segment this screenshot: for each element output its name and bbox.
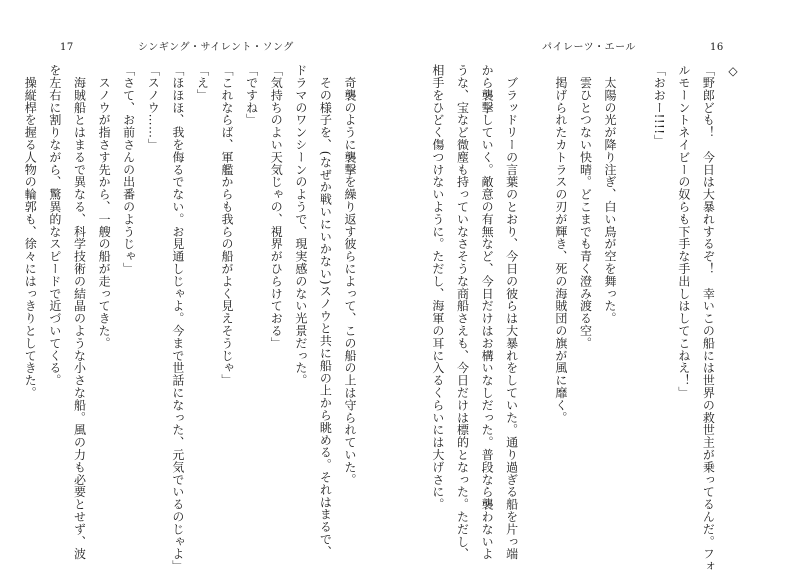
right-page-body bbox=[405, 64, 745, 572]
text-line: を左右に割りながら、驚異的なスピードで近づいてくる。 bbox=[47, 64, 62, 387]
text-line: 掲げられたカトラスの刃が輝き、死の海賊団の旗が風に靡く。 bbox=[553, 64, 568, 424]
text-line: 「気持ちのよい天気じゃの、視界がひらけておる」 bbox=[269, 64, 284, 350]
text-line: 「これならば、軍艦からも我らの船がよく見えそうじゃ」 bbox=[220, 64, 235, 387]
text-line: その様子を、(なぜか戦いにいかない)スノウと共に船の上から眺める。それはまるで、 bbox=[318, 64, 333, 558]
text-line: 「さて、お前さんの出番のようじゃ」 bbox=[121, 64, 136, 275]
text-line: 「ほほほ、我を侮るでない。お見通しじゃよ。今まで世話になった、元気でいるのじゃよ」 bbox=[170, 64, 185, 572]
text-line: うな、宝など微塵も持っていなさそうな商船さえも、今日だけは標的となった。ただし、 bbox=[455, 64, 470, 560]
text-line: 「おおー!!!!」 bbox=[652, 64, 667, 147]
text-line: ブラッドリーの言葉のとおり、今日の彼らは大暴れをしていた。通り過ぎる船を片っ端 bbox=[504, 64, 519, 560]
text-line: 雲ひとつない快晴。どこまでも青く澄み渡る空。 bbox=[578, 64, 593, 350]
text-line: スノウが指さす先から、一艘の船が走ってきた。 bbox=[97, 64, 112, 350]
text-line: ルモーントネイビーの奴らも下手な手出しはしてこねえ！」 bbox=[676, 64, 691, 399]
text-line: ドラマのワンシーンのようで、現実感のない光景だった。 bbox=[293, 64, 308, 387]
right-page-number: 16 bbox=[710, 42, 724, 53]
text-line: 太陽の光が降り注ぎ、白い鳥が空を舞った。 bbox=[603, 64, 618, 325]
right-running-head: パイレーツ・エール bbox=[542, 42, 636, 53]
text-line: から襲撃していく。敵意の有無など、今日だけはお構いなしだった。普段なら襲わないよ bbox=[480, 64, 495, 560]
blank-line bbox=[524, 64, 549, 514]
left-page-body bbox=[23, 64, 362, 572]
text-line: 相手をひどく傷つけないように。ただし、海軍の耳に入るくらいには大げさに。 bbox=[430, 64, 445, 511]
text-line: 操縦桿を握る人物の輪郭も、徐々にはっきりとしてきた。 bbox=[23, 64, 38, 399]
text-line: 奇襲のように襲撃を繰り返す彼らによって、この船の上は守られていた。 bbox=[343, 64, 357, 486]
left-running-head: シンギング・サイレント・ソング bbox=[138, 42, 294, 53]
section-marker: ◇ bbox=[726, 64, 740, 78]
left-page-number: 17 bbox=[60, 42, 74, 53]
text-line: 「スノウ……」 bbox=[146, 64, 161, 151]
blank-line bbox=[622, 64, 647, 514]
text-line: 「ですね」 bbox=[244, 64, 259, 126]
text-line: 海賊船とはまるで異なる、科学技術の結晶のような小さな船。風の力も必要とせず、波 bbox=[72, 64, 87, 560]
text-line: 「え」 bbox=[195, 64, 210, 102]
text-line: 「野郎ども！ 今日は大暴れするぞ！ 幸いこの船には世界の救世主が乗ってるんだ。フォ bbox=[701, 64, 716, 572]
